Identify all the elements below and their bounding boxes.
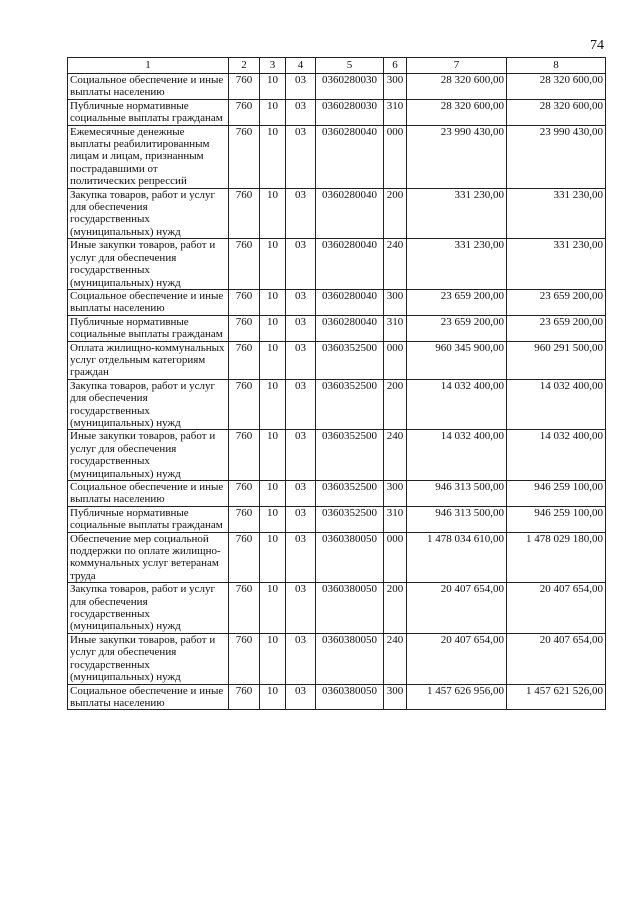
cell-col5: 0360352500 [316,341,384,379]
cell-col7-amount: 14 032 400,00 [407,379,507,430]
cell-col6: 000 [384,341,407,379]
column-header: 3 [260,58,286,74]
cell-col3: 10 [260,125,286,188]
cell-col8-amount: 28 320 600,00 [507,74,606,100]
cell-col6: 300 [384,74,407,100]
cell-col8-amount: 331 230,00 [507,188,606,239]
cell-col5: 0360280040 [316,125,384,188]
cell-col4: 03 [286,315,316,341]
cell-col4: 03 [286,684,316,710]
cell-col8-amount: 14 032 400,00 [507,379,606,430]
cell-col6: 300 [384,684,407,710]
cell-col8-amount: 20 407 654,00 [507,583,606,634]
cell-col3: 10 [260,583,286,634]
cell-col4: 03 [286,341,316,379]
cell-col2: 760 [229,583,260,634]
column-header: 4 [286,58,316,74]
cell-col3: 10 [260,684,286,710]
table-row [68,125,606,188]
cell-col6: 240 [384,239,407,290]
cell-col6: 200 [384,188,407,239]
cell-col8-amount: 28 320 600,00 [507,99,606,125]
cell-col5: 0360280040 [316,315,384,341]
cell-col4: 03 [286,188,316,239]
cell-col5: 0360352500 [316,506,384,532]
cell-col8-amount: 20 407 654,00 [507,633,606,684]
cell-col4: 03 [286,583,316,634]
row-name: Социальное обеспечение и иные выплаты населению [68,74,229,100]
cell-col7-amount: 28 320 600,00 [407,99,507,125]
column-header: 2 [229,58,260,74]
table-row [68,315,606,341]
cell-col2: 760 [229,289,260,315]
cell-col6: 310 [384,99,407,125]
cell-col4: 03 [286,532,316,583]
row-name: Оплата жилищно-коммунальных услуг отдельным категориям граждан [68,341,229,379]
cell-col3: 10 [260,315,286,341]
cell-col4: 03 [286,99,316,125]
cell-col5: 0360280030 [316,74,384,100]
cell-col2: 760 [229,684,260,710]
cell-col7-amount: 23 990 430,00 [407,125,507,188]
row-name: Публичные нормативные социальные выплаты гражданам [68,315,229,341]
cell-col2: 760 [229,379,260,430]
table-row [68,633,606,684]
cell-col7-amount: 331 230,00 [407,239,507,290]
row-name: Социальное обеспечение и иные выплаты населению [68,684,229,710]
cell-col5: 0360280040 [316,289,384,315]
cell-col4: 03 [286,289,316,315]
cell-col2: 760 [229,532,260,583]
cell-col6: 200 [384,379,407,430]
row-name: Социальное обеспечение и иные выплаты населению [68,481,229,507]
cell-col5: 0360352500 [316,481,384,507]
row-name: Обеспечение мер социальной поддержки по оплате жилищно-коммунальных услуг ветеранам труда [68,532,229,583]
cell-col5: 0360280040 [316,188,384,239]
cell-col3: 10 [260,532,286,583]
cell-col7-amount: 946 313 500,00 [407,481,507,507]
table-row [68,341,606,379]
column-header: 5 [316,58,384,74]
cell-col2: 760 [229,99,260,125]
cell-col3: 10 [260,188,286,239]
row-name: Иные закупки товаров, работ и услуг для обеспечения государственных (муниципальных) нужд [68,430,229,481]
cell-col4: 03 [286,74,316,100]
cell-col6: 240 [384,430,407,481]
table-row [68,188,606,239]
table-row [68,74,606,100]
cell-col8-amount: 23 990 430,00 [507,125,606,188]
cell-col6: 310 [384,506,407,532]
cell-col8-amount: 331 230,00 [507,239,606,290]
cell-col7-amount: 23 659 200,00 [407,315,507,341]
cell-col8-amount: 946 259 100,00 [507,506,606,532]
page-number: 74 [590,38,604,53]
budget-table [67,57,606,710]
cell-col3: 10 [260,481,286,507]
cell-col7-amount: 23 659 200,00 [407,289,507,315]
cell-col5: 0360280040 [316,239,384,290]
cell-col5: 0360380050 [316,684,384,710]
table-row [68,583,606,634]
header-row [68,58,606,74]
row-name: Публичные нормативные социальные выплаты гражданам [68,506,229,532]
cell-col7-amount: 946 313 500,00 [407,506,507,532]
cell-col2: 760 [229,633,260,684]
row-name: Публичные нормативные социальные выплаты гражданам [68,99,229,125]
cell-col8-amount: 960 291 500,00 [507,341,606,379]
cell-col3: 10 [260,289,286,315]
cell-col7-amount: 20 407 654,00 [407,583,507,634]
row-name: Закупка товаров, работ и услуг для обеспечения государственных (муниципальных) нужд [68,379,229,430]
column-header: 7 [407,58,507,74]
cell-col4: 03 [286,239,316,290]
cell-col5: 0360280030 [316,99,384,125]
cell-col5: 0360352500 [316,430,384,481]
cell-col3: 10 [260,74,286,100]
cell-col7-amount: 20 407 654,00 [407,633,507,684]
row-name: Ежемесячные денежные выплаты реабилитированным лицам и лицам, признанным пострадавшими от политических репрессий [68,125,229,188]
cell-col7-amount: 1 478 034 610,00 [407,532,507,583]
cell-col2: 760 [229,430,260,481]
cell-col2: 760 [229,125,260,188]
cell-col6: 310 [384,315,407,341]
cell-col6: 300 [384,289,407,315]
cell-col3: 10 [260,239,286,290]
cell-col8-amount: 14 032 400,00 [507,430,606,481]
cell-col3: 10 [260,99,286,125]
cell-col5: 0360352500 [316,379,384,430]
cell-col5: 0360380050 [316,532,384,583]
cell-col2: 760 [229,341,260,379]
cell-col8-amount: 23 659 200,00 [507,289,606,315]
table-row [68,239,606,290]
cell-col3: 10 [260,633,286,684]
table-row [68,481,606,507]
column-header: 8 [507,58,606,74]
cell-col4: 03 [286,379,316,430]
cell-col2: 760 [229,239,260,290]
cell-col4: 03 [286,506,316,532]
table-row [68,506,606,532]
cell-col3: 10 [260,379,286,430]
table-row [68,684,606,710]
cell-col7-amount: 960 345 900,00 [407,341,507,379]
cell-col8-amount: 1 457 621 526,00 [507,684,606,710]
cell-col3: 10 [260,341,286,379]
cell-col5: 0360380050 [316,633,384,684]
cell-col8-amount: 946 259 100,00 [507,481,606,507]
cell-col8-amount: 1 478 029 180,00 [507,532,606,583]
cell-col6: 240 [384,633,407,684]
row-name: Закупка товаров, работ и услуг для обеспечения государственных (муниципальных) нужд [68,583,229,634]
cell-col6: 300 [384,481,407,507]
cell-col7-amount: 14 032 400,00 [407,430,507,481]
column-header: 6 [384,58,407,74]
cell-col2: 760 [229,74,260,100]
cell-col3: 10 [260,506,286,532]
cell-col7-amount: 28 320 600,00 [407,74,507,100]
table-row [68,99,606,125]
cell-col7-amount: 331 230,00 [407,188,507,239]
cell-col4: 03 [286,430,316,481]
row-name: Иные закупки товаров, работ и услуг для обеспечения государственных (муниципальных) нужд [68,633,229,684]
cell-col6: 000 [384,125,407,188]
cell-col3: 10 [260,430,286,481]
row-name: Социальное обеспечение и иные выплаты населению [68,289,229,315]
table-row [68,430,606,481]
cell-col2: 760 [229,506,260,532]
column-header: 1 [68,58,229,74]
cell-col2: 760 [229,315,260,341]
cell-col8-amount: 23 659 200,00 [507,315,606,341]
cell-col2: 760 [229,188,260,239]
cell-col4: 03 [286,125,316,188]
table-row [68,289,606,315]
cell-col6: 000 [384,532,407,583]
cell-col4: 03 [286,633,316,684]
table-row [68,379,606,430]
cell-col4: 03 [286,481,316,507]
table-row [68,532,606,583]
cell-col7-amount: 1 457 626 956,00 [407,684,507,710]
cell-col2: 760 [229,481,260,507]
row-name: Иные закупки товаров, работ и услуг для обеспечения государственных (муниципальных) нужд [68,239,229,290]
cell-col6: 200 [384,583,407,634]
row-name: Закупка товаров, работ и услуг для обеспечения государственных (муниципальных) нужд [68,188,229,239]
cell-col5: 0360380050 [316,583,384,634]
